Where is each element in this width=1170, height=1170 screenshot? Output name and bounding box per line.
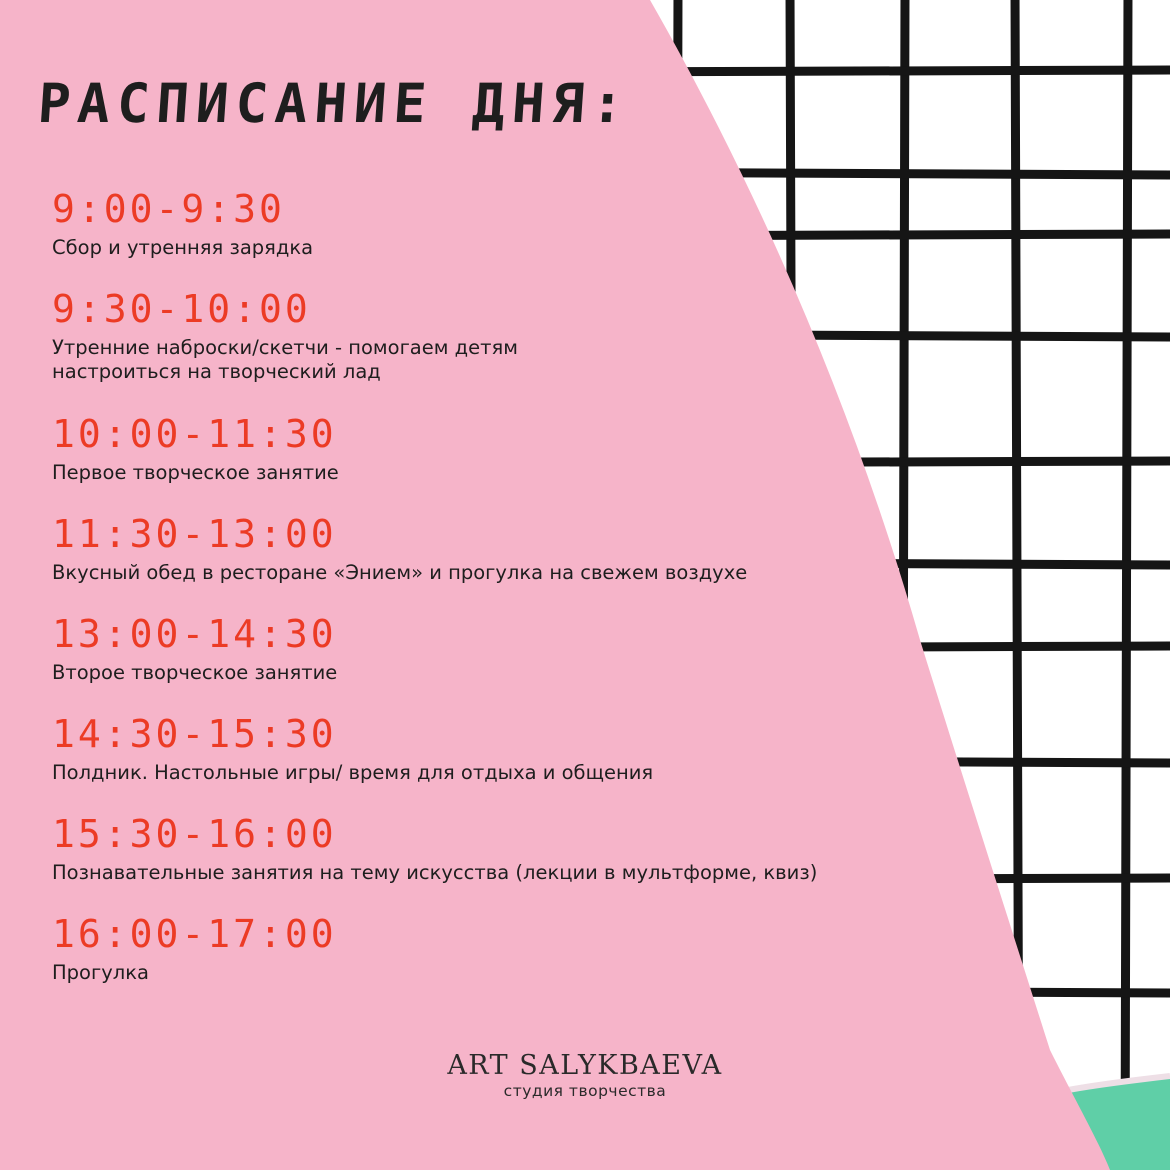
- schedule-time: 14:30-15:30: [52, 712, 337, 756]
- schedule-item: [52, 911, 852, 1011]
- schedule-time: 15:30-16:00: [52, 812, 337, 856]
- schedule-item: [52, 811, 852, 911]
- schedule-time: 13:00-14:30: [52, 612, 337, 656]
- schedule-list: [52, 186, 852, 1011]
- brand-name: ART SALYKBAEVA: [447, 1050, 723, 1081]
- brand-subtitle: студия творчества: [503, 1082, 667, 1100]
- schedule-description: Первое творческое занятие: [52, 461, 339, 484]
- schedule-time: 16:00-17:00: [52, 912, 337, 956]
- schedule-time: 10:00-11:30: [52, 412, 337, 456]
- schedule-item: [52, 711, 852, 811]
- brand-logo: [385, 1050, 785, 1100]
- schedule-description: Утренние наброски/скетчи - помогаем детям настроиться на творческий лад: [52, 336, 518, 383]
- schedule-item: [52, 411, 852, 511]
- schedule-item: [52, 611, 852, 711]
- schedule-description: Познавательные занятия на тему искусства (лекции в мультформе, квиз): [52, 861, 818, 884]
- schedule-description: Вкусный обед в ресторане «Энием» и прогулка на свежем воздухе: [52, 561, 748, 584]
- schedule-item: [52, 286, 852, 411]
- schedule-description: Прогулка: [52, 961, 149, 984]
- schedule-description: Второе творческое занятие: [52, 661, 338, 684]
- schedule-time: 9:00-9:30: [52, 187, 285, 231]
- schedule-item: [52, 511, 852, 611]
- schedule-time: 9:30-10:00: [52, 287, 311, 331]
- schedule-description: Сбор и утренняя зарядка: [52, 236, 314, 259]
- schedule-time: 11:30-13:00: [52, 512, 337, 556]
- schedule-item: [52, 186, 852, 286]
- page-title: РАСПИСАНИЕ ДНЯ:: [35, 72, 633, 135]
- schedule-description: Полдник. Настольные игры/ время для отдыха и общения: [52, 761, 654, 784]
